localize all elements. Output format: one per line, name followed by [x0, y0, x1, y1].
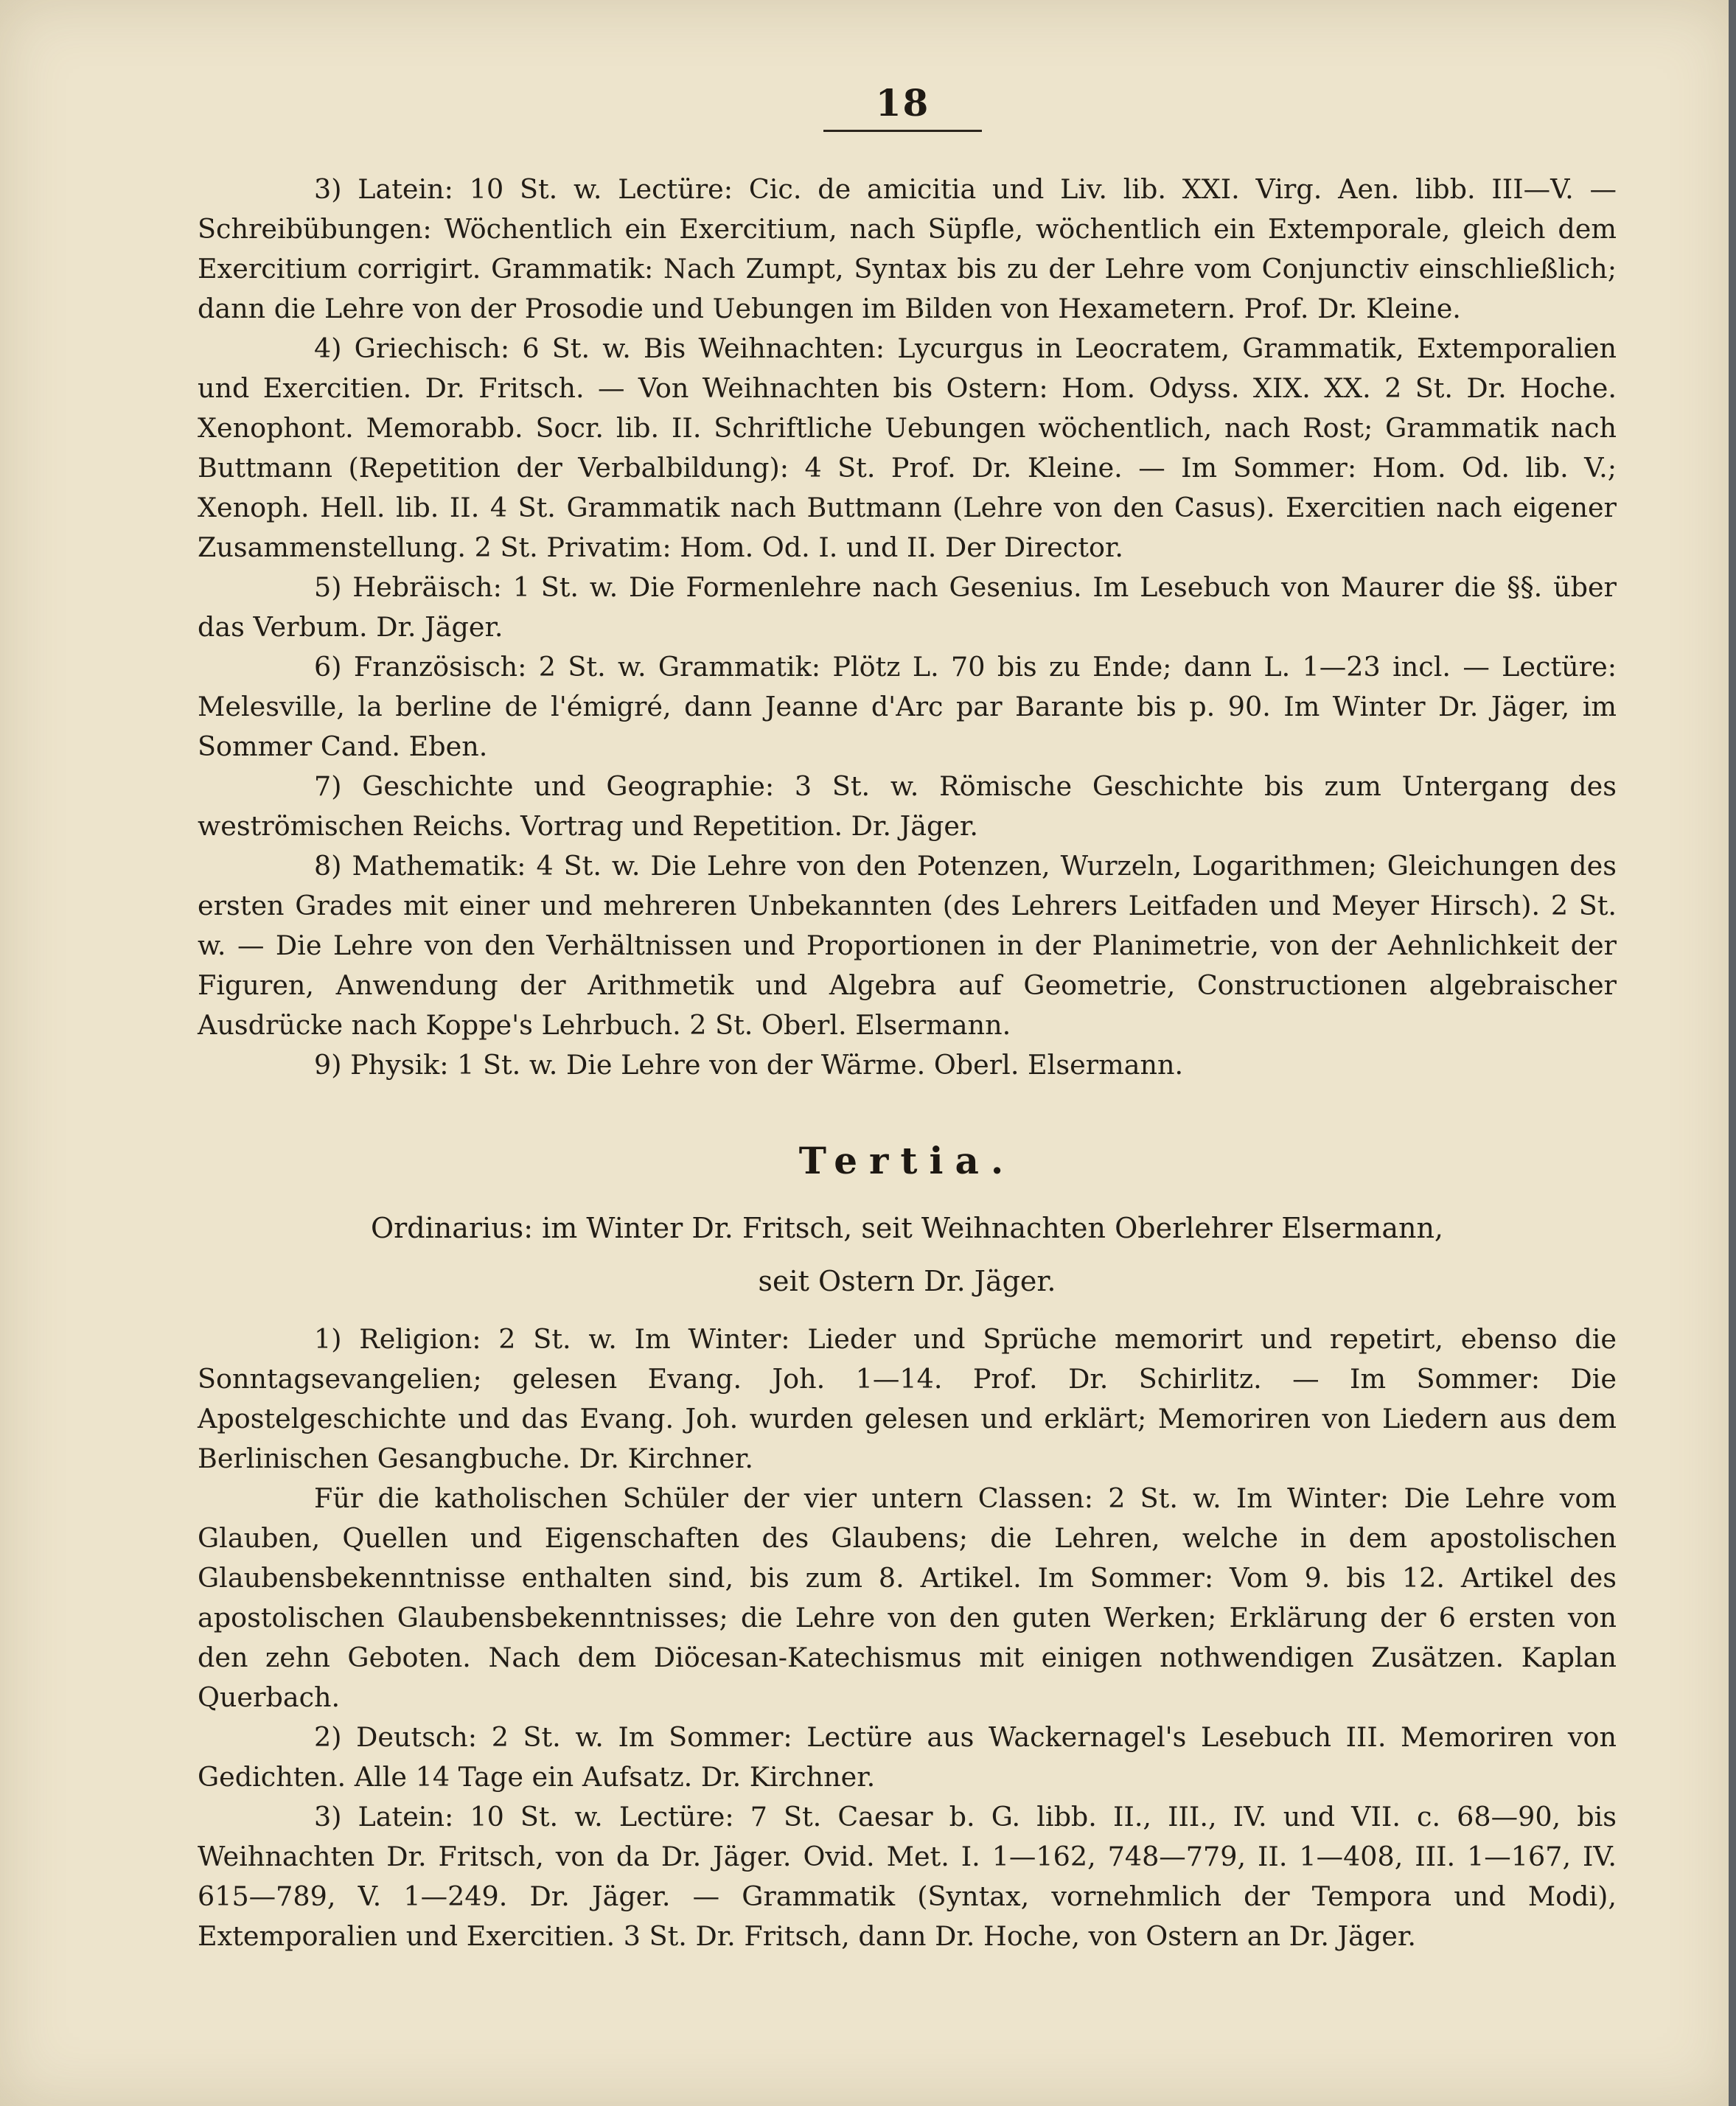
- ordinarius-line-1: Ordinarius: im Winter Dr. Fritsch, seit Weihnachten Oberlehrer Elsermann,: [370, 1212, 1444, 1244]
- ordinarius-line-2: seit Ostern Dr. Jäger.: [758, 1265, 1056, 1297]
- tertia-subject-catholic-religion: Für die katholischen Schüler der vier untern Classen: 2 St. w. Im Winter: Die Lehre vom Glauben, Quellen und Eigenschaften des Glaubens; die Lehren, welche in dem apostolischen Glaubensbekenntnisse enthalten sind, bis zum 8. Artikel. Im Sommer: Vom 9. bis 12. Artikel des apostolischen Glaubensbekenntnisses; die Lehre von den guten Werken; Erklärung der 6 ersten von den zehn Geboten. Nach dem Diöcesan-Katechismus mit einigen nothwendigen Zusätzen. Kaplan Querbach.: [198, 1482, 1617, 1713]
- subject-latin: 3) Latein: 10 St. w. Lectüre: Cic. de amicitia und Liv. lib. XXI. Virg. Aen. libb. III—V. — Schreibübungen: Wöchentlich ein Exercitium, nach Süpfle, wöchentlich ein Extemporale, gleich dem Exercitium corrigirt. Grammatik: Nach Zumpt, Syntax bis zu der Lehre vom Conjunctiv einschließlich; dann die Lehre von der Prosodie und Uebungen im Bilden von Hexametern. Prof. Dr. Kleine.: [198, 173, 1617, 324]
- secunda-subjects: [198, 170, 1617, 1085]
- section-title-tertia: Tertia.: [798, 1139, 1016, 1182]
- subject-hebrew: 5) Hebräisch: 1 St. w. Die Formenlehre nach Gesenius. Im Lesebuch von Maurer die §§. über das Verbum. Dr. Jäger.: [198, 571, 1617, 643]
- tertia-subject-latin: 3) Latein: 10 St. w. Lectüre: 7 St. Caesar b. G. libb. II., III., IV. und VII. c. 68—90, bis Weihnachten Dr. Fritsch, von da Dr. Jäger. Ovid. Met. I. 1—162, 748—779, II. 1—408, III. 1—167, IV. 615—789, V. 1—249. Dr. Jäger. — Grammatik (Syntax, vornehmlich der Tempora und Modi), Extemporalien und Exercitien. 3 St. Dr. Fritsch, dann Dr. Hoche, von Ostern an Dr. Jäger.: [198, 1801, 1617, 1952]
- page-number-rule: [823, 130, 982, 132]
- ordinarius-line: [198, 1202, 1617, 1308]
- tertia-subject-german: 2) Deutsch: 2 St. w. Im Sommer: Lectüre aus Wackernagel's Lesebuch III. Memoriren von Gedichten. Alle 14 Tage ein Aufsatz. Dr. Kirchner.: [198, 1721, 1617, 1793]
- tertia-subject-religion: 1) Religion: 2 St. w. Im Winter: Lieder und Sprüche memorirt und repetirt, ebenso die Sonntagsevangelien; gelesen Evang. Joh. 1—14. Prof. Dr. Schirlitz. — Im Sommer: Die Apostelgeschichte und das Evang. Joh. wurden gelesen und erklärt; Memoriren von Liedern aus dem Berlinischen Gesangbuche. Dr. Kirchner.: [198, 1323, 1617, 1474]
- scan-edge: [1729, 0, 1736, 2106]
- subject-history-geography: 7) Geschichte und Geographie: 3 St. w. Römische Geschichte bis zum Untergang des weströmischen Reichs. Vortrag und Repetition. Dr. Jäger.: [198, 770, 1617, 842]
- tertia-subjects: [198, 1319, 1617, 1956]
- subject-french: 6) Französisch: 2 St. w. Grammatik: Plötz L. 70 bis zu Ende; dann L. 1—23 incl. — Lectüre: Melesville, la berline de l'émigré, dann Jeanne d'Arc par Barante bis p. 90. Im Winter Dr. Jäger, im Sommer Cand. Eben.: [198, 651, 1617, 762]
- subject-physics: 9) Physik: 1 St. w. Die Lehre von der Wärme. Oberl. Elsermann.: [314, 1049, 1184, 1081]
- subject-greek: 4) Griechisch: 6 St. w. Bis Weihnachten: Lycurgus in Leocratem, Grammatik, Extemporalien und Exercitien. Dr. Fritsch. — Von Weihnachten bis Ostern: Hom. Odyss. XIX. XX. 2 St. Dr. Hoche. Xenophont. Memorabb. Socr. lib. II. Schriftliche Uebungen wöchentlich, nach Rost; Grammatik nach Buttmann (Repetition der Verbalbildung): 4 St. Prof. Dr. Kleine. — Im Sommer: Hom. Od. lib. V.; Xenoph. Hell. lib. II. 4 St. Grammatik nach Buttmann (Lehre von den Casus). Exercitien nach eigener Zusammenstellung. 2 St. Privatim: Hom. Od. I. und II. Der Director.: [198, 332, 1617, 563]
- subject-mathematics: 8) Mathematik: 4 St. w. Die Lehre von den Potenzen, Wurzeln, Logarithmen; Gleichungen des ersten Grades mit einer und mehreren Unbekannten (des Lehrers Leitfaden und Meyer Hirsch). 2 St. w. — Die Lehre von den Verhältnissen und Proportionen in der Planimetrie, von der Aehnlichkeit der Figuren, Anwendung der Arithmetik und Algebra auf Geometrie, Constructionen algebraischer Ausdrücke nach Koppe's Lehrbuch. 2 St. Oberl. Elsermann.: [198, 850, 1617, 1041]
- page-number: 18: [875, 81, 930, 125]
